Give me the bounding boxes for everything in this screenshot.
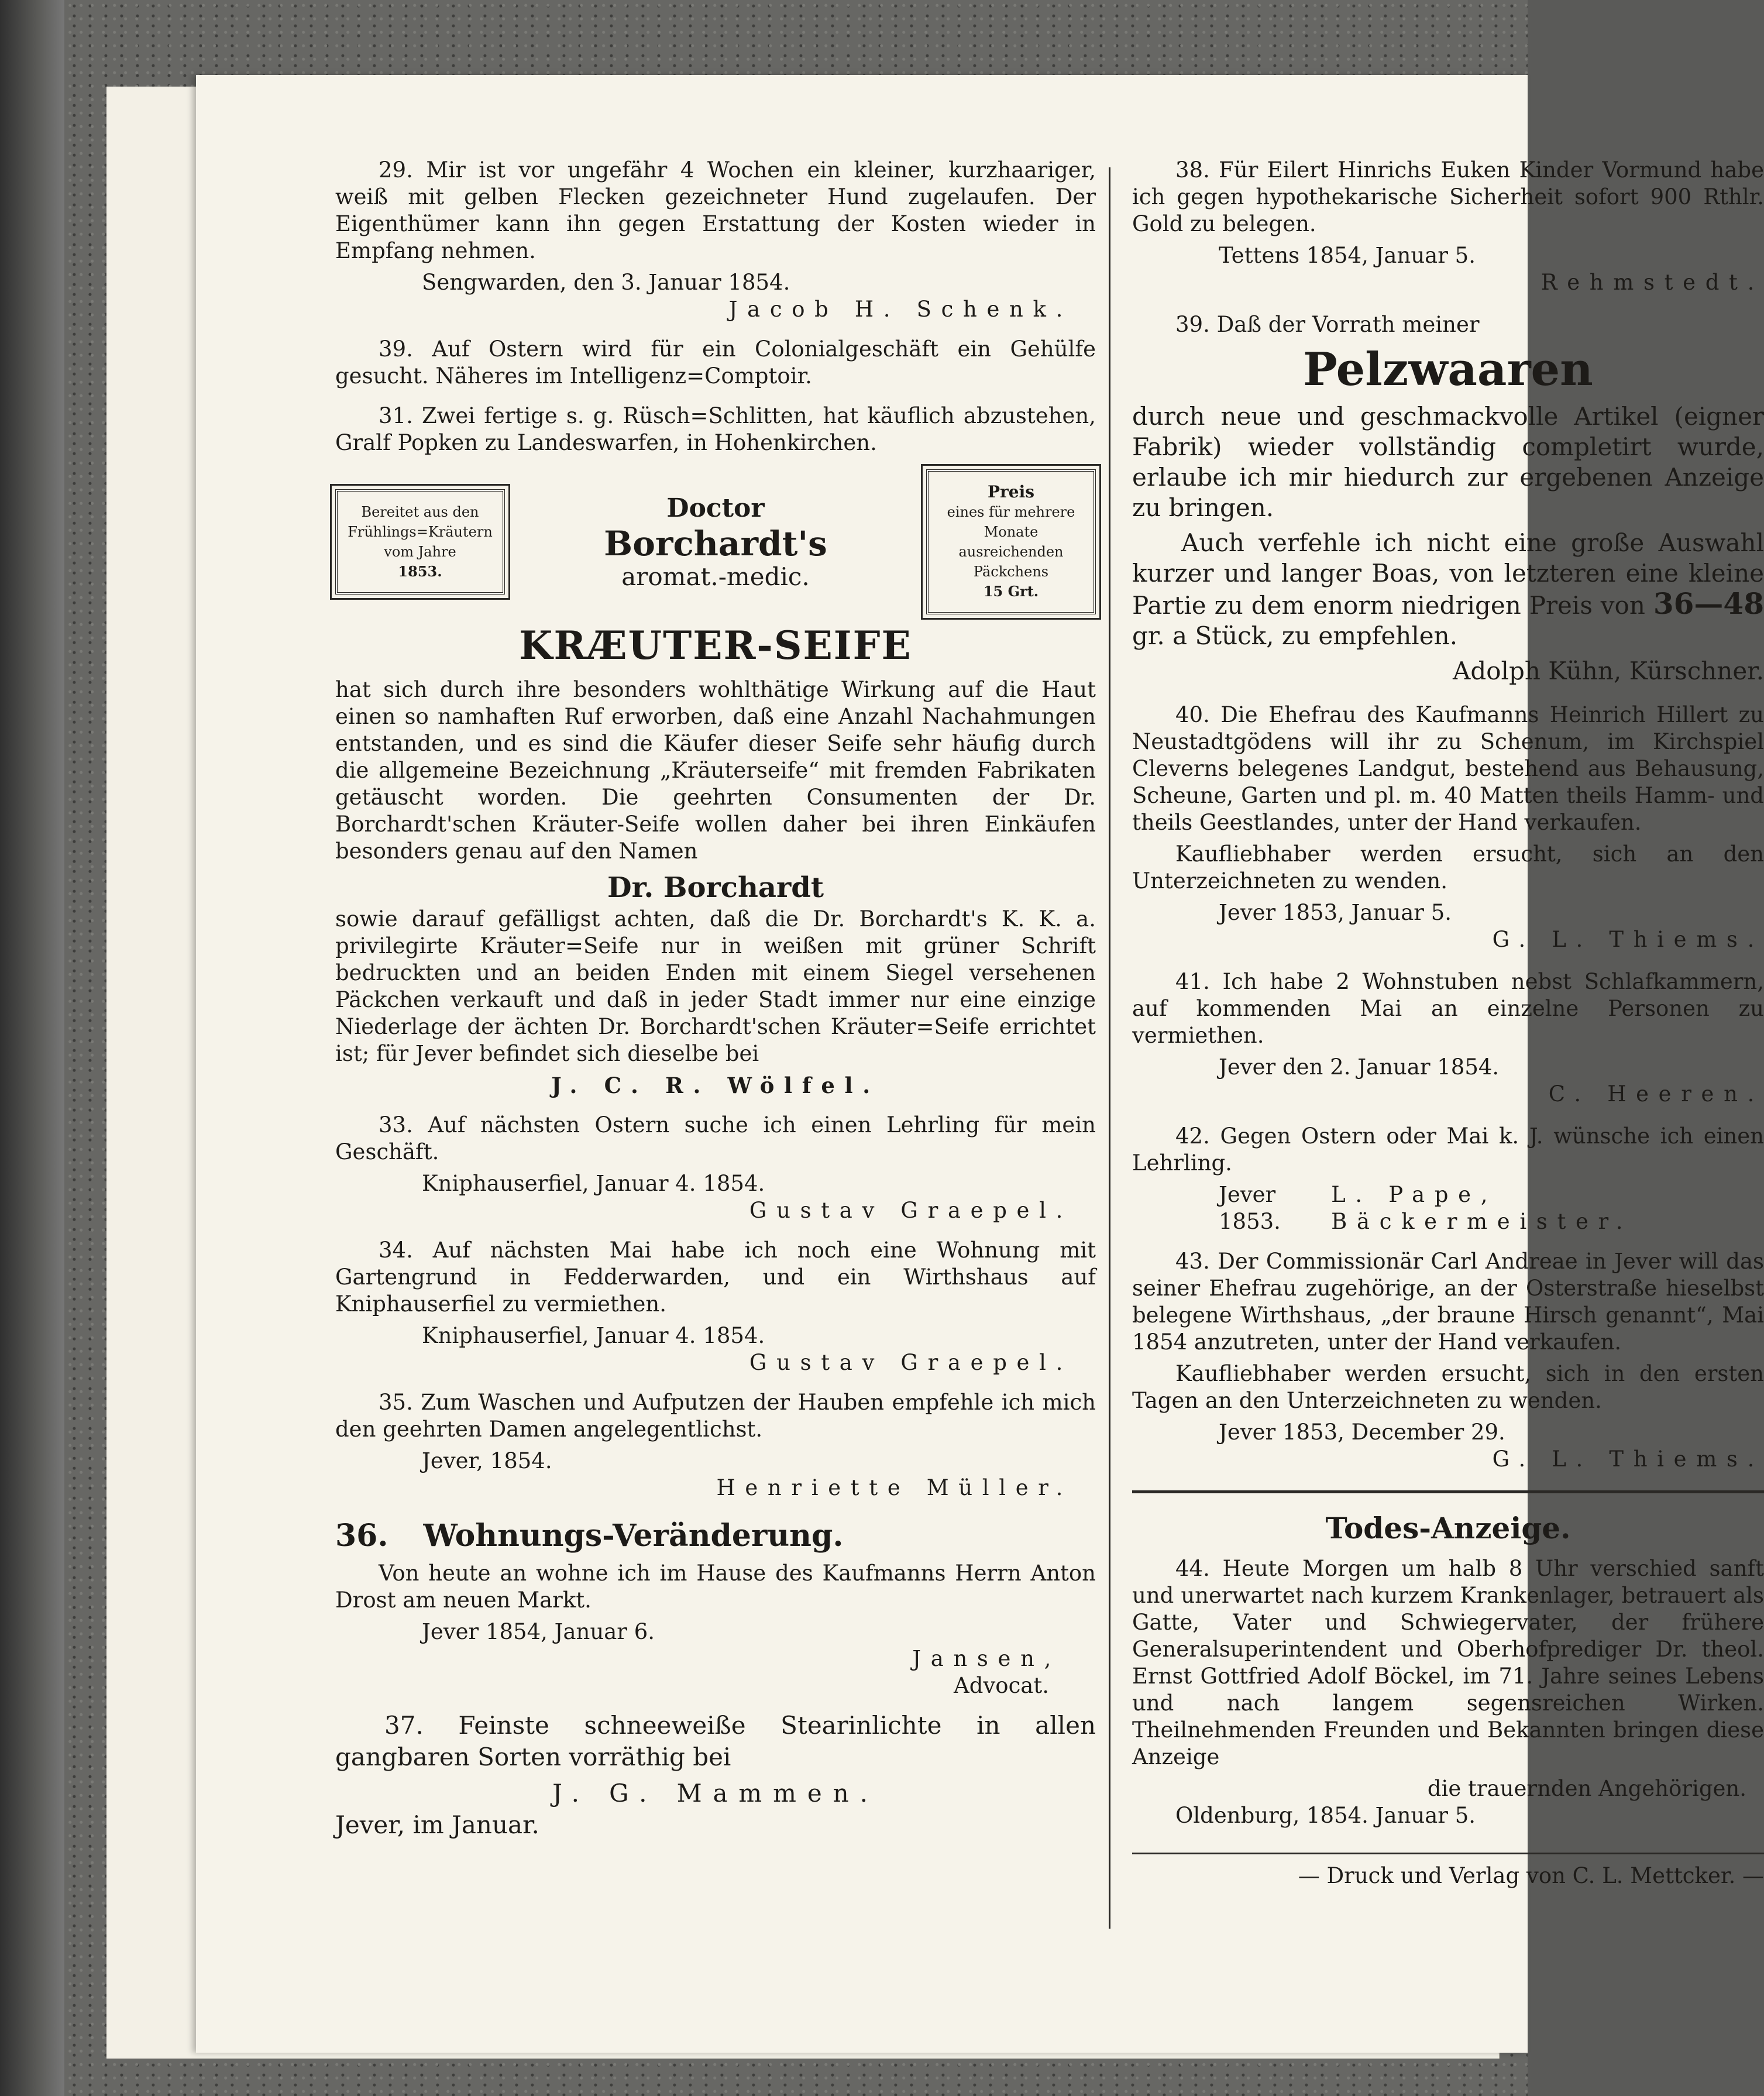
ad-signature: Gustav Graepel. bbox=[749, 1198, 1072, 1223]
ad-signature: Adolph Kühn, Kürschner. bbox=[1453, 657, 1764, 685]
advertisement-40 bbox=[1132, 702, 1764, 953]
ad-place: Oldenburg, 1854. Januar 5. bbox=[1175, 1803, 1476, 1828]
title-doctor: Doctor bbox=[666, 493, 765, 523]
ad-signature-title: Advocat. bbox=[954, 1673, 1049, 1698]
advertisement-42 bbox=[1132, 1123, 1764, 1235]
soap-name-line: Dr. Borchardt bbox=[607, 871, 824, 904]
ad-place: Jever 1853. bbox=[1219, 1182, 1281, 1234]
box-line: Päckchens bbox=[973, 563, 1049, 580]
right-column bbox=[1132, 157, 1764, 1911]
box-line: vom Jahre bbox=[384, 544, 456, 560]
soap-advertisement bbox=[335, 469, 1096, 1099]
advertisement-29 bbox=[335, 157, 1096, 323]
ad-text: 35. Zum Waschen und Aufputzen der Hauben empfehle ich mich den geehrten Damen angelegentlichst. bbox=[335, 1390, 1096, 1442]
soap-ad-banner bbox=[335, 469, 1096, 614]
ad-place: Jever 1853, December 29. bbox=[1219, 1420, 1505, 1445]
box-line: 15 Grt. bbox=[983, 583, 1039, 600]
ad-intro: 39. Daß der Vorrath meiner bbox=[1175, 312, 1480, 337]
ad-signature: Gustav Graepel. bbox=[749, 1350, 1072, 1375]
advertisement-36 bbox=[335, 1517, 1096, 1699]
box-line: Preis bbox=[987, 482, 1035, 501]
ad-text: 40. Die Ehefrau des Kaufmanns Heinrich Hillert zu Neustadtgödens will ihr zu Schenum, im Kirchspiel Cleverns belegenes Landgut, bestehend aus Behausung, Scheune, Garten und pl. m. 40 Matten theils Hamm- und theils Geestlandes, unter der Hand verkaufen. bbox=[1132, 702, 1764, 835]
ad-price: 36—48 bbox=[1653, 586, 1764, 621]
ad-text: 33. Auf nächsten Ostern suche ich einen Lehrling für mein Geschäft. bbox=[335, 1112, 1096, 1164]
advertisement-43 bbox=[1132, 1248, 1764, 1473]
ad-text: 41. Ich habe 2 Wohnstuben nebst Schlafkammern, auf kommenden Mai an einzelne Personen zu vermiethen. bbox=[1132, 969, 1764, 1048]
footer-rule bbox=[1132, 1853, 1764, 1854]
title-aromat: aromat.-medic. bbox=[621, 562, 810, 591]
box-line: Monate ausreichenden bbox=[958, 524, 1064, 560]
ad-signature: C. Heeren. bbox=[1548, 1081, 1764, 1107]
ad-text: 29. Mir ist vor ungefähr 4 Wochen ein kleiner, kurzhaariger, weiß mit gelben Flecken gezeichneter Hund zugelaufen. Der Eigenthümer kann ihn gegen Erstattung der Kosten wieder in Empfang nehmen. bbox=[335, 157, 1096, 263]
ad-text: 42. Gegen Ostern oder Mai k. J. wünsche ich einen Lehrling. bbox=[1132, 1123, 1764, 1176]
ad-body: durch neue und geschmackvolle Artikel (eigner Fabrik) wieder vollständig completirt wurde, erlaube ich mir hiedurch zur ergebenen Anzeige zu bringen. bbox=[1132, 402, 1764, 522]
ad-text: 34. Auf nächsten Mai habe ich noch eine Wohnung mit Gartengrund in Fedderwarden, und ein Wirthshaus auf Kniphauserfiel zu vermiethen. bbox=[335, 1238, 1096, 1317]
soap-body-1: hat sich durch ihre besonders wohlthätige Wirkung auf die Haut einen so namhaften Ruf erworben, daß eine Anzahl Nachahmungen entstanden, und es sind die Käufer dieser Seife sehr häufig durch die allgemeine Bezeichnung „Kräuterseife“ mit fremden Fabrikaten getäuscht worden. Die geehrten Consumenten der Dr. Borchardt'schen Kräuter-Seife wollen daher bei ihren Einkäufen besonders genau auf den Namen bbox=[335, 677, 1096, 864]
ad-body-2 bbox=[1132, 528, 1764, 651]
ad-signature: G. L. Thiems. bbox=[1492, 1446, 1764, 1472]
ad-text: 37. Feinste schneeweiße Stearinlichte in allen gangbaren Sorten vorräthig bei bbox=[335, 1711, 1096, 1771]
advertisement-37 bbox=[335, 1710, 1096, 1841]
box-line: 1853. bbox=[398, 563, 442, 580]
ad-place: Jever den 2. Januar 1854. bbox=[1219, 1054, 1500, 1080]
advertisement-33 bbox=[335, 1112, 1096, 1224]
ad-text: 43. Der Commissionär Carl Andreae in Jever will das seiner Ehefrau zugehörige, an der Osterstraße hieselbst belegene Wirthshaus, „der braune Hirsch genannt“, Mai 1854 anzutreten, unter der Hand verkaufen. bbox=[1132, 1249, 1764, 1355]
book-spine bbox=[0, 0, 64, 2096]
ad-signature: Jansen, bbox=[912, 1646, 1061, 1671]
soap-body-2: sowie darauf gefälligst achten, daß die Dr. Borchardt's K. K. a. privilegirte Kräuter=Seife nur in weißen mit grüner Schrift bedruckten und an beiden Enden mit einem Siegel versehenen Päckchen verkauft und daß in jeder Stadt immer nur eine einzige Niederlage der ächten Dr. Borchardt'schen Kräuter=Seife errichtet ist; für Jever befindet sich dieselbe bei bbox=[335, 906, 1096, 1066]
ad-place: Kniphauserfiel, Januar 4. 1854. bbox=[422, 1171, 765, 1196]
advertisement-39: 39. Auf Ostern wird für ein Colonialgeschäft ein Gehülfe gesucht. Näheres im Intelligenz=Comptoir. bbox=[335, 336, 1096, 389]
soap-signature: J. C. R. Wölfel. bbox=[551, 1073, 880, 1098]
ornamental-box-left bbox=[335, 489, 505, 595]
ad-text-2: Kaufliebhaber werden ersucht, sich an den Unterzeichneten zu wenden. bbox=[1132, 841, 1764, 894]
ad-body-2-text: Auch verfehle ich nicht eine große Auswahl kurzer und langer Boas, von letzteren eine kleine Partie zu dem enorm niedrigen Preis von bbox=[1132, 528, 1764, 620]
advertisement-41 bbox=[1132, 968, 1764, 1108]
advertisement-31: 31. Zwei fertige s. g. Rüsch=Schlitten, hat käuflich abzustehen, Gralf Popken zu Landeswarfen, in Hohenkirchen. bbox=[335, 403, 1096, 455]
ad-number: 36. bbox=[335, 1518, 388, 1554]
ad-footer-line bbox=[1132, 1181, 1764, 1235]
ad-text: 38. Für Eilert Hinrichs Euken Kinder Vormund habe ich gegen hypothekarische Sicherheit sofort 900 Rthlr. Gold zu belegen. bbox=[1132, 157, 1764, 236]
box-line: Bereitet aus den bbox=[361, 504, 479, 520]
ad-signature: G. L. Thiems. bbox=[1492, 927, 1764, 952]
ad-signature: die trauernden Angehörigen. bbox=[1427, 1776, 1746, 1801]
left-column bbox=[335, 157, 1096, 1841]
ad-text: 44. Heute Morgen um halb 8 Uhr verschied sanft und unerwartet nach kurzem Krankenlager, betrauert als Gatte, Vater und Schwiegervater, der frühere Generalsuperintendent und Oberhofprediger Dr. theol. Ernst Gottfried Adolf Böckel, im 71. Jahre seines Lebens und nach langem segensreichen Wirken. Theilnehmenden Freunden und Bekannten bringen diese Anzeige bbox=[1132, 1556, 1764, 1769]
death-notice-heading: Todes-Anzeige. bbox=[1325, 1511, 1571, 1545]
fur-headline: Pelzwaaren bbox=[1303, 343, 1593, 396]
printer-imprint: — Druck und Verlag von C. L. Mettcker. — bbox=[1298, 1863, 1764, 1888]
advertisement-35 bbox=[335, 1389, 1096, 1501]
heading-text: Wohnungs-Veränderung. bbox=[423, 1518, 844, 1554]
ad-place: Jever 1853, Januar 5. bbox=[1219, 900, 1452, 925]
ad-place: Jever 1854, Januar 6. bbox=[422, 1619, 655, 1644]
section-rule bbox=[1132, 1490, 1764, 1493]
ornamental-box-right bbox=[926, 469, 1096, 614]
ad-text: Von heute an wohne ich im Hause des Kaufmanns Herrn Anton Drost am neuen Markt. bbox=[335, 1561, 1096, 1613]
ad-text-2: Kaufliebhaber werden ersucht, sich in den ersten Tagen an den Unterzeichneten zu wenden. bbox=[1132, 1361, 1764, 1413]
ad-place: Sengwarden, den 3. Januar 1854. bbox=[422, 270, 790, 295]
box-line: eines für mehrere bbox=[947, 504, 1075, 520]
title-borchardt: Borchardt's bbox=[604, 524, 827, 563]
ad-signature: L. Pape, Bäckermeister. bbox=[1331, 1182, 1633, 1234]
ad-signature: Rehmstedt. bbox=[1541, 270, 1764, 295]
ad-signature: J. G. Mammen. bbox=[552, 1779, 879, 1808]
advertisement-44 bbox=[1132, 1510, 1764, 1829]
advertisement-34 bbox=[335, 1237, 1096, 1376]
ad-signature: Jacob H. Schenk. bbox=[728, 297, 1072, 322]
ad-heading bbox=[335, 1517, 1096, 1555]
advertisement-38 bbox=[1132, 157, 1764, 296]
ad-place: Tettens 1854, Januar 5. bbox=[1219, 243, 1476, 268]
soap-headline: KRÆUTER-SEIFE bbox=[519, 623, 912, 668]
ad-place: Kniphauserfiel, Januar 4. 1854. bbox=[422, 1323, 765, 1348]
newspaper-page bbox=[196, 75, 1764, 2053]
box-line: Frühlings=Kräutern bbox=[348, 524, 493, 540]
ad-body-3-text: gr. a Stück, zu empfehlen. bbox=[1132, 621, 1458, 650]
ad-place: Jever, 1854. bbox=[422, 1448, 552, 1473]
ad-signature: Henriette Müller. bbox=[716, 1475, 1072, 1500]
column-divider bbox=[1109, 167, 1110, 1929]
ad-place: Jever, im Januar. bbox=[335, 1810, 539, 1839]
advertisement-39-furs bbox=[1132, 311, 1764, 686]
soap-ad-title bbox=[505, 493, 926, 591]
